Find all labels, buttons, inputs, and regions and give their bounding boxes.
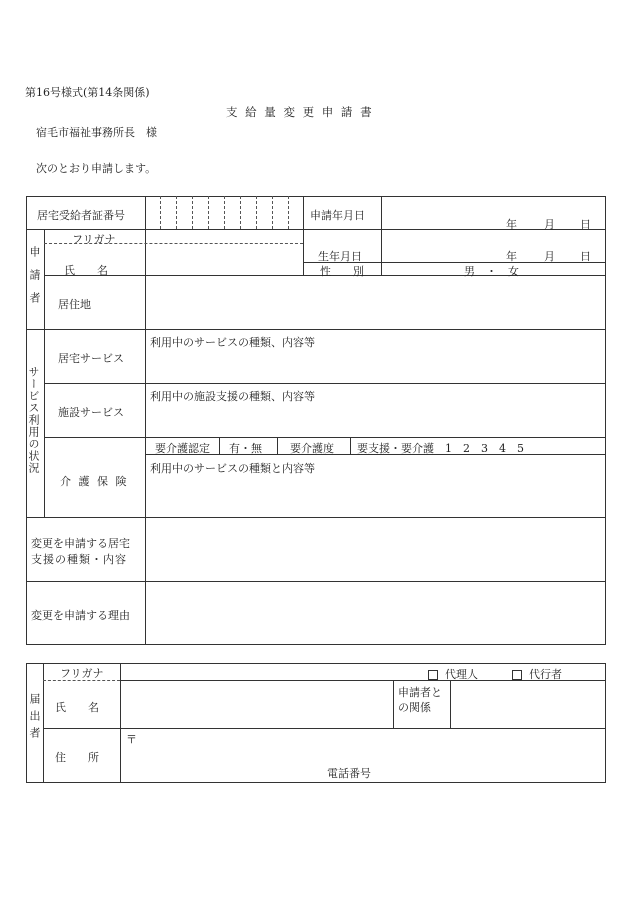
birth-date-label: 生年月日 [318,250,362,263]
care-level-value: 要支援・要介護 1 2 3 4 5 [357,442,524,455]
birth-date-month: 月 [544,250,555,263]
recipient-number-label: 居宅受給者証番号 [37,209,125,222]
main-form-table [26,196,606,645]
postal-mark: 〒 [126,733,137,746]
service-section-label: サービス利用の状況 [27,366,40,474]
facility-service-note: 利用中の施設支援の種類、内容等 [150,390,315,403]
notifier-furigana-label: フリガナ [60,667,104,680]
home-service-label: 居宅サービス [58,352,124,365]
care-service-note: 利用中のサービスの種類と内容等 [150,462,315,475]
furigana-label: フリガナ [72,233,116,246]
notifier-name-label: 氏 名 [55,701,99,714]
form-number: 第16号様式(第14条関係) [25,86,150,99]
notifier-address-label: 住 所 [55,751,99,764]
residence-label: 居住地 [58,298,91,311]
relation-label-line1: 申請者と [398,686,442,699]
application-date-label: 申請年月日 [310,209,365,222]
applicant-section-label: 申請者 [28,246,41,315]
application-date-month: 月 [544,218,555,231]
proxy-option[interactable] [512,666,562,682]
application-date-day: 日 [580,218,591,231]
proxy-option-label: 代行者 [529,668,562,681]
care-level-label: 要介護度 [290,442,334,455]
form-title: 支 給 量 変 更 申 請 書 [226,105,374,119]
change-reason-label: 変更を申請する理由 [31,609,130,622]
care-certification-label: 要介護認定 [155,442,210,455]
agent-option-label: 代理人 [445,668,478,681]
applicant-name-label: 氏 名 [64,264,108,277]
birth-date-day: 日 [580,250,591,263]
change-request-label-line2: 支援の種類・内容 [31,553,127,566]
relation-label-line2: の関係 [398,701,431,714]
addressee: 宿毛市福祉事務所長 様 [36,126,157,139]
proxy-checkbox[interactable] [512,670,522,680]
gender-label: 性 別 [320,265,364,278]
care-certification-value: 有・無 [229,442,262,455]
change-request-label-line1: 変更を申請する居宅 [31,537,130,550]
home-service-note: 利用中のサービスの種類、内容等 [150,336,315,349]
birth-date-year: 年 [506,250,517,263]
agent-checkbox[interactable] [428,670,438,680]
phone-label: 電話番号 [327,767,371,780]
gender-options: 男 ・ 女 [464,265,519,278]
notifier-section-label: 届出者 [28,693,41,744]
application-date-year: 年 [506,218,517,231]
facility-service-label: 施設サービス [58,406,124,419]
intro-text: 次のとおり申請します。 [36,162,157,175]
agent-option[interactable] [428,666,478,682]
care-insurance-label: 介 護 保 険 [60,475,129,488]
